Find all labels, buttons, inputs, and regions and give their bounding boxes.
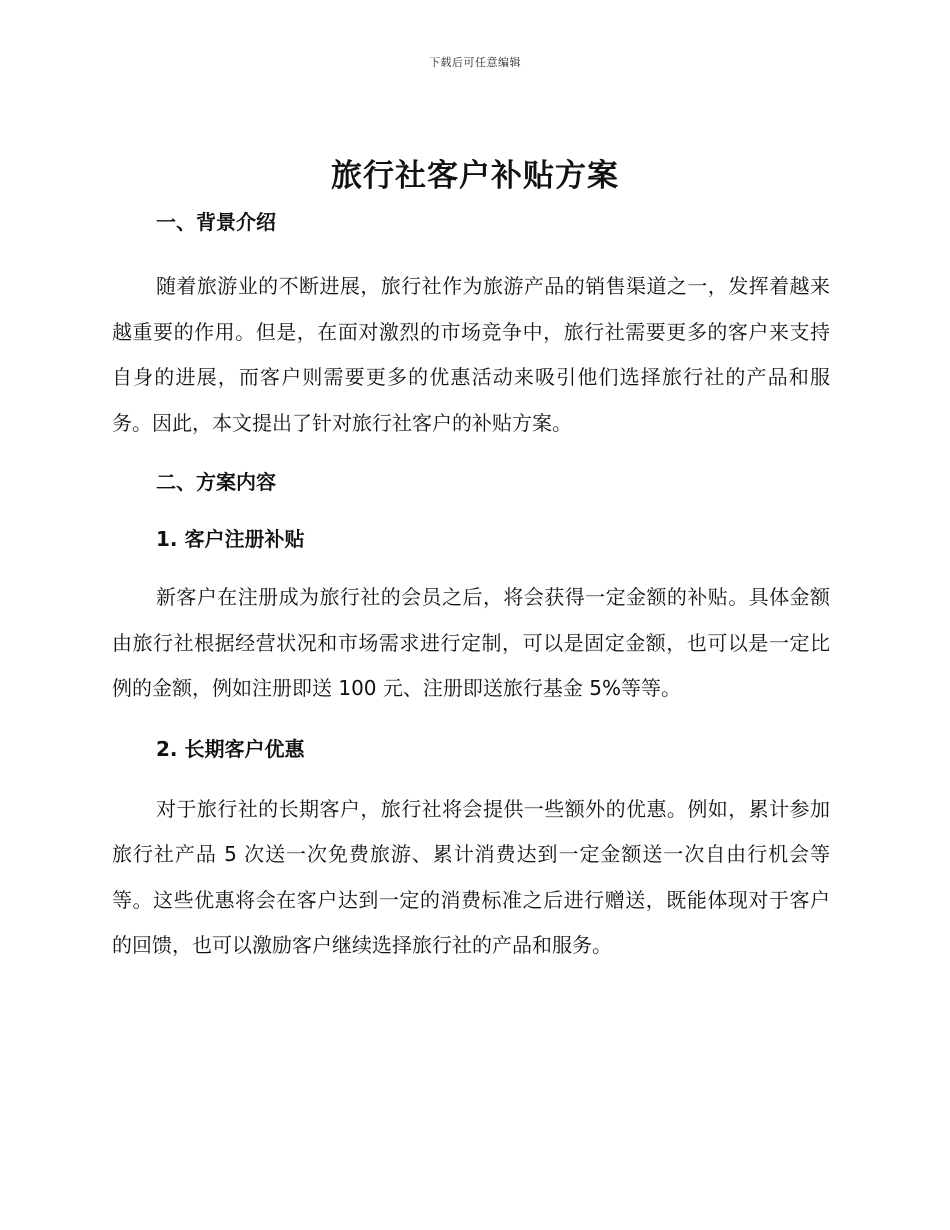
subsection-heading-long-term: 2. 长期客户优惠: [156, 736, 305, 761]
header-note: 下载后可任意编辑: [429, 56, 521, 69]
document-body: [112, 205, 830, 969]
document-title: 旅行社客户补贴方案: [331, 158, 619, 194]
subsection-heading-registration: 1. 客户注册补贴: [156, 527, 305, 551]
paragraph-background: 随着旅游业的不断进展，旅行社作为旅游产品的销售渠道之一，发挥着越来越重要的作用。但是，在面对激烈的市场竞争中，旅行社需要更多的客户来支持自身的进展，而客户则需要更多的优惠活动来吸引他们选择旅行社的产品和服务。因此，本文提出了针对旅行社客户的补贴方案。: [112, 274, 830, 435]
paragraph-long-term: 对于旅行社的长期客户，旅行社将会提供一些额外的优惠。例如，累计参加旅行社产品 5 次送一次免费旅游、累计消费达到一定金额送一次自由行机会等等。这些优惠将会在客户达到一定的消费标准之后进行赠送，既能体现对于客户的回馈，也可以激励客户继续选择旅行社的产品和服务。: [112, 796, 830, 957]
section-heading-content: 二、方案内容: [156, 470, 276, 494]
paragraph-registration: 新客户在注册成为旅行社的会员之后，将会获得一定金额的补贴。具体金额由旅行社根据经营状况和市场需求进行定制，可以是固定金额，也可以是一定比例的金额，例如注册即送 100 元、注册即送旅行基金 5%等等。: [112, 585, 830, 700]
section-heading-background: 一、背景介绍: [156, 210, 276, 234]
